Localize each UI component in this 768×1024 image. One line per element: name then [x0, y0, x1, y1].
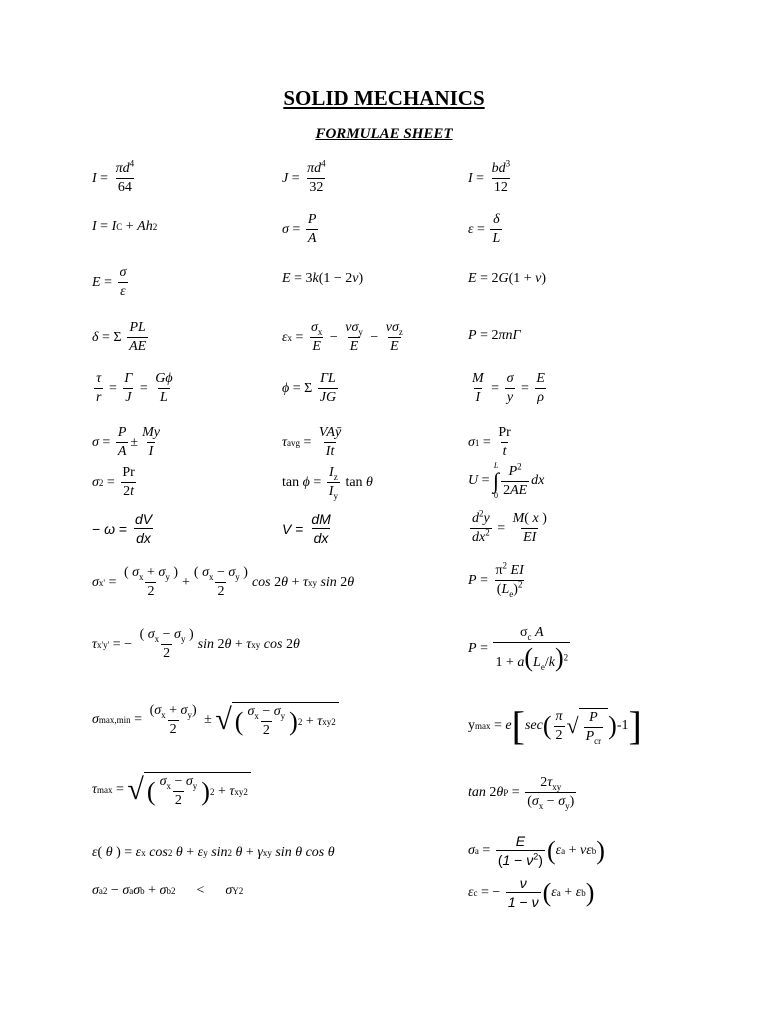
- formula-stress-transform-normal: σ x' = $\frac{( \sigma_x + \sigma_y )}{2}$ + $\frac{( \sigma_x - \sigma_y )}{2}$ cos 2 θ + τ xy sin 2 θ: [92, 565, 355, 599]
- formula-parallel-axis: I = I C + Ah 2: [92, 219, 158, 234]
- formula-torsion: $\frac{\tau}{r}$ = $\frac{\Gamma}{J}$ = $\frac{G\phi}{L}$: [96, 371, 173, 405]
- formula-shear-modulus: E = 2 G (1 + ν ): [468, 271, 547, 286]
- formula-von-mises: σ a 2 − σ a σ b + σ b 2 < σ Y 2: [92, 883, 244, 898]
- formula-youngs-modulus: E = $\frac{\sigma}{\varepsilon}$: [92, 265, 127, 299]
- formula-moment-inertia-circle: I = $\frac{\pi d^4}{64}$: [92, 158, 135, 195]
- formula-longitudinal-stress: σ 2 = $\frac{Pr}{2t}$: [92, 465, 135, 499]
- formula-shear-stress-avg: τ avg = $\frac{\text{VAȳ}}{It}$: [282, 425, 342, 459]
- formula-shear-load: − ω = $\frac{dV}{dx}$: [92, 511, 153, 546]
- formula-elastic-curve: $\frac{d^2y}{dx^2}$ = $\frac{M( x )}{EI}$: [472, 508, 547, 545]
- formula-hoop-stress: σ 1 = $\frac{Pr}{t}$: [468, 425, 511, 459]
- formula-neutral-axis: tan ϕ = $\frac{I_z}{I_y}$ tan θ: [282, 465, 373, 501]
- formula-euler-buckling: P = $\frac{\pi^2 EI}{(L_e)^2}$: [468, 560, 524, 599]
- formula-moment-inertia-rect: I = $\frac{bd^3}{12}$: [468, 158, 511, 195]
- page-subtitle: FORMULAE SHEET: [315, 126, 453, 142]
- formula-strain-c: ε c = − $\frac{\nu}{1 - \nu}$ ( ε a + ε b ): [468, 875, 595, 910]
- formula-strain: ε = $\frac{\delta}{L}$: [468, 212, 501, 246]
- formula-stress: σ = $\frac{P}{A}$: [282, 212, 317, 246]
- formula-combined-stress: σ = $\frac{P}{A}$ ± $\frac{My}{I}$: [92, 425, 160, 459]
- formula-strain-transform: ε ( θ ) = ε x cos 2 θ + ε y sin 2 θ + γ xy sin θ cos θ: [92, 845, 335, 860]
- formula-bending: $\frac{M}{I}$ = $\frac{\sigma}{y}$ = $\frac{E}{\rho}$: [472, 371, 545, 405]
- formula-moment-shear: V = $\frac{dM}{dx}$: [282, 511, 331, 546]
- formula-principal-stresses: σ max,min = $\frac{(\sigma_x + \sigma_y)}{2}$ ± √ ( $\frac{\sigma_x - \sigma_y}{2}$ ) 2 + τ xy 2: [92, 702, 339, 738]
- formula-angle-twist: ϕ = Σ $\frac{\Gamma L}{JG}$: [282, 371, 337, 405]
- formula-strain-energy: U = L ∫ 0 $\frac{P^2}{2AE}$ dx: [468, 460, 545, 500]
- formula-power: P = 2 πn Γ: [468, 328, 521, 343]
- formula-bulk-modulus: E = 3 k (1 − 2 ν ): [282, 271, 364, 286]
- formula-stress-transform-shear: τ x'y' = − $\frac{( \sigma_x - \sigma_y )}{2}$ sin 2 θ + τ xy cos 2 θ: [92, 627, 300, 661]
- formula-max-shear: τ max = √ ( $\frac{\sigma_x - \sigma_y}{2}$ ) 2 + τ xy 2: [92, 772, 251, 808]
- page-title: SOLID MECHANICS: [283, 86, 485, 110]
- formula-strain-x: ε x = $\frac{\sigma_x}{E}$ − $\frac{\nu\sigma_y}{E}$ − $\frac{\nu\sigma_z}{E}$: [282, 320, 403, 354]
- formula-plane-stress: σ a = $\frac{E}{(1 - \nu^2)}$ ( ε a + νε b ): [468, 833, 605, 868]
- formula-deformation: δ = Σ $\frac{PL}{AE}$: [92, 320, 147, 354]
- formula-rankine-gordon: P = $\frac{\sigma_c A}{1 + a(L_e/k)^2}$: [468, 625, 569, 672]
- formula-secant: y max = e [ sec ( $\frac{\pi}{2}$ √ $\frac{P}{P_{cr}}$ ) -1 ]: [468, 703, 642, 748]
- formula-polar-moment: J = $\frac{\pi d^4}{32}$: [282, 158, 326, 195]
- formula-principal-angle: tan 2 θ P = $\frac{2\tau_{xy}}{(\sigma_x - \sigma_y)}$: [468, 775, 575, 811]
